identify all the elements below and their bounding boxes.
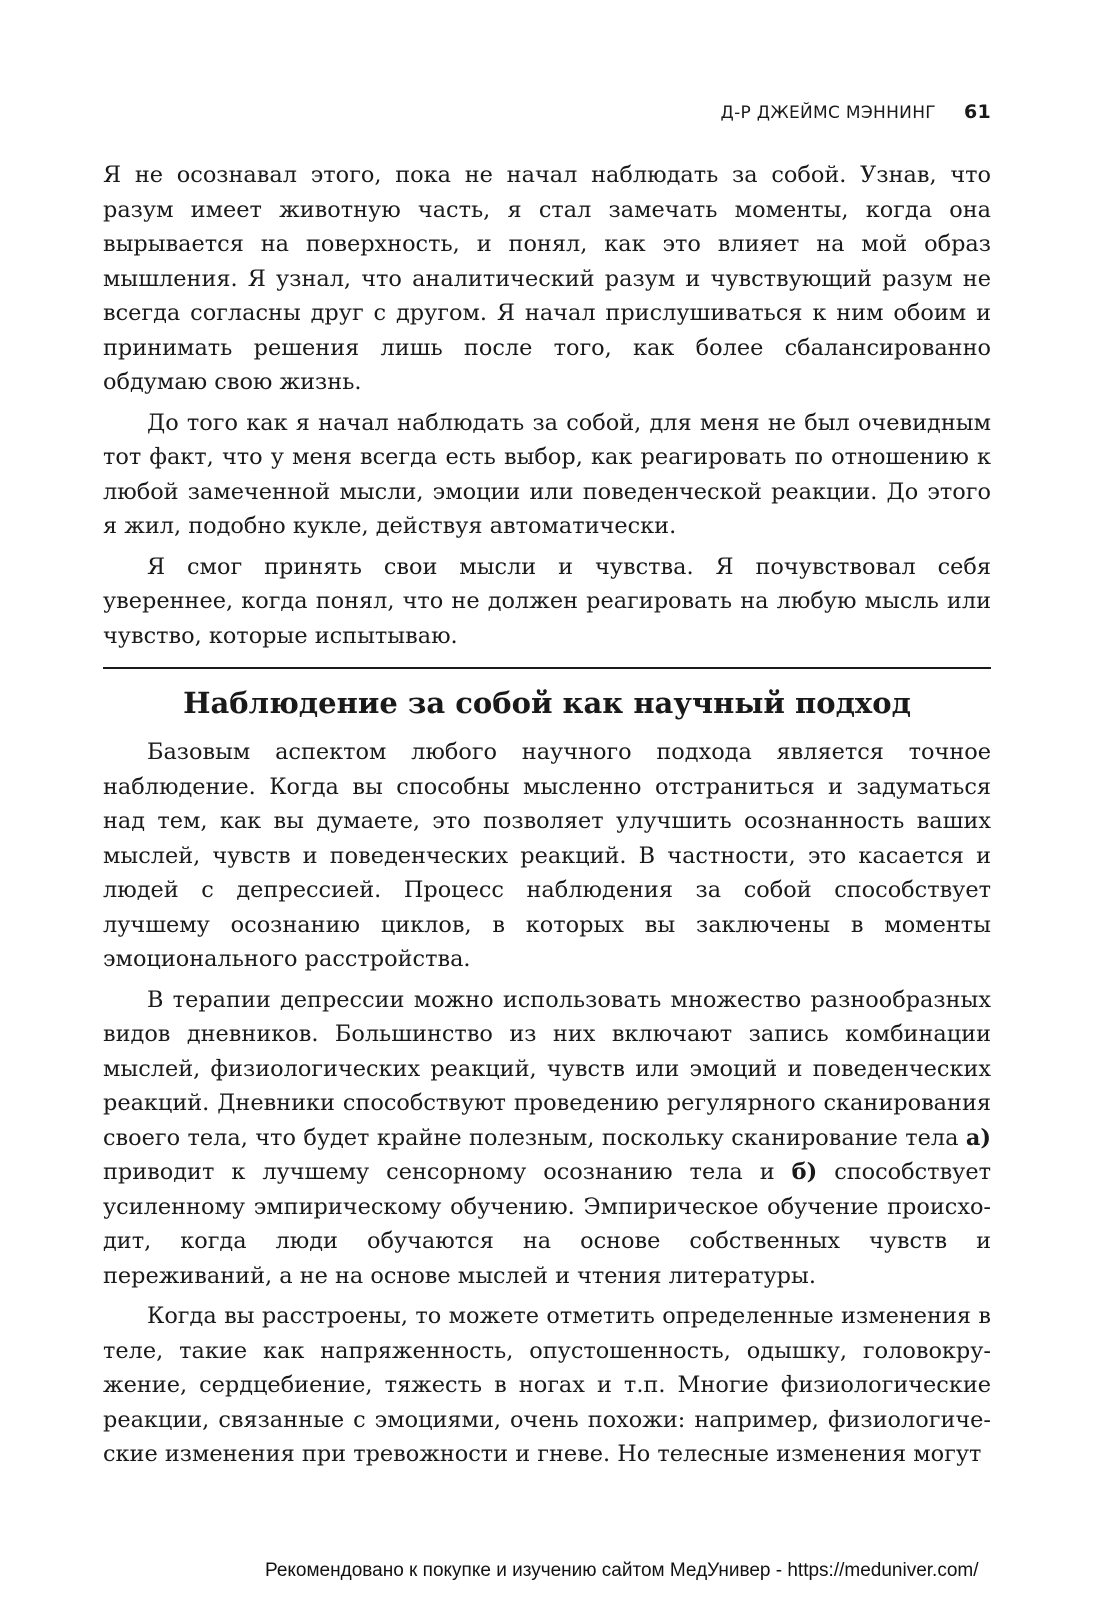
running-head xyxy=(721,101,991,123)
paragraph: Я смог принять свои мысли и чувства. Я почувствовал себя увереннее, когда понял, что не должен реагировать на любую мысль или чувство, которые испытываю. xyxy=(103,553,991,649)
paragraph-text: приводит к лучшему сенсорному осознанию тела и xyxy=(103,1159,792,1185)
paragraph: Когда вы расстроены, то можете отметить определенные изменения в теле, такие как напряженность, опустошенность, одышку, головокружение, сердцебиение, тяжесть в ногах и т.п. Многие физиологические реакции, связанные с эмоциями, очень похожи: например, физиологические изменения при тревожности и гневе. Но телесные изменения могут xyxy=(103,1303,991,1467)
list-marker-a: а) xyxy=(965,1124,991,1151)
section-divider xyxy=(103,667,991,669)
author-name: Д-Р ДЖЕЙМС МЭННИНГ xyxy=(720,103,936,123)
paragraph-text: В терапии депрессии можно использовать множество разнообразных видов дневников. Большинство из них включают запись комбинации мыслей, физиологических реакций, чувств или эмоций и поведенческих реакций. Дневники способствуют проведению регулярного сканирования своего тела, что будет крайне полезным, поскольку сканирование тела xyxy=(103,986,991,1151)
section-body xyxy=(103,735,991,1478)
page-number: 61 xyxy=(963,101,991,123)
section-heading: Наблюдение за собой как научный подход xyxy=(183,686,911,720)
book-page xyxy=(103,0,991,1600)
paragraph-text: способствует усиленному эмпирическому обучению. Эмпирическое обучение происходит, когда люди обучаются на основе собственных чувств и переживаний, а не на основе мыслей и чтения литературы. xyxy=(103,1159,991,1289)
footer-watermark: Рекомендовано к покупке и изучению сайтом МедУнивер - https://meduniver.com/ xyxy=(265,1560,979,1581)
paragraph: До того как я начал наблюдать за собой, для меня не был очевидным тот факт, что у меня всегда есть выбор, как реагировать по отношению к любой замеченной мысли, эмоции или поведенческой реакции. До этого я жил, подобно кукле, действуя автоматически. xyxy=(103,409,991,539)
paragraph: Я не осознавал этого, пока не начал наблюдать за собой. Узнав, что разум имеет животную часть, я стал замечать моменты, когда она вырывается на поверхность, и понял, как это влияет на мой образ мышления. Я узнал, что аналитический разум и чувствующий разум не всегда согласны друг с другом. Я начал прислушиваться к ним обоим и принимать решения лишь после того, как более сбалансированно обдумаю свою жизнь. xyxy=(103,162,991,395)
paragraph: Базовым аспектом любого научного подхода является точное наблюдение. Когда вы способны мысленно отстраниться и задуматься над тем, как вы думаете, это позволяет улучшить осознанность ваших мыслей, чувств и поведенческих реакций. В частности, это касается и людей с депрессией. Процесс наблюдения за собой способствует лучшему осознанию циклов, в которых вы заключены в моменты эмоционального расстройства. xyxy=(103,739,991,972)
list-marker-b: б) xyxy=(791,1159,818,1185)
paragraph xyxy=(103,983,991,1294)
intro-text xyxy=(103,158,991,659)
